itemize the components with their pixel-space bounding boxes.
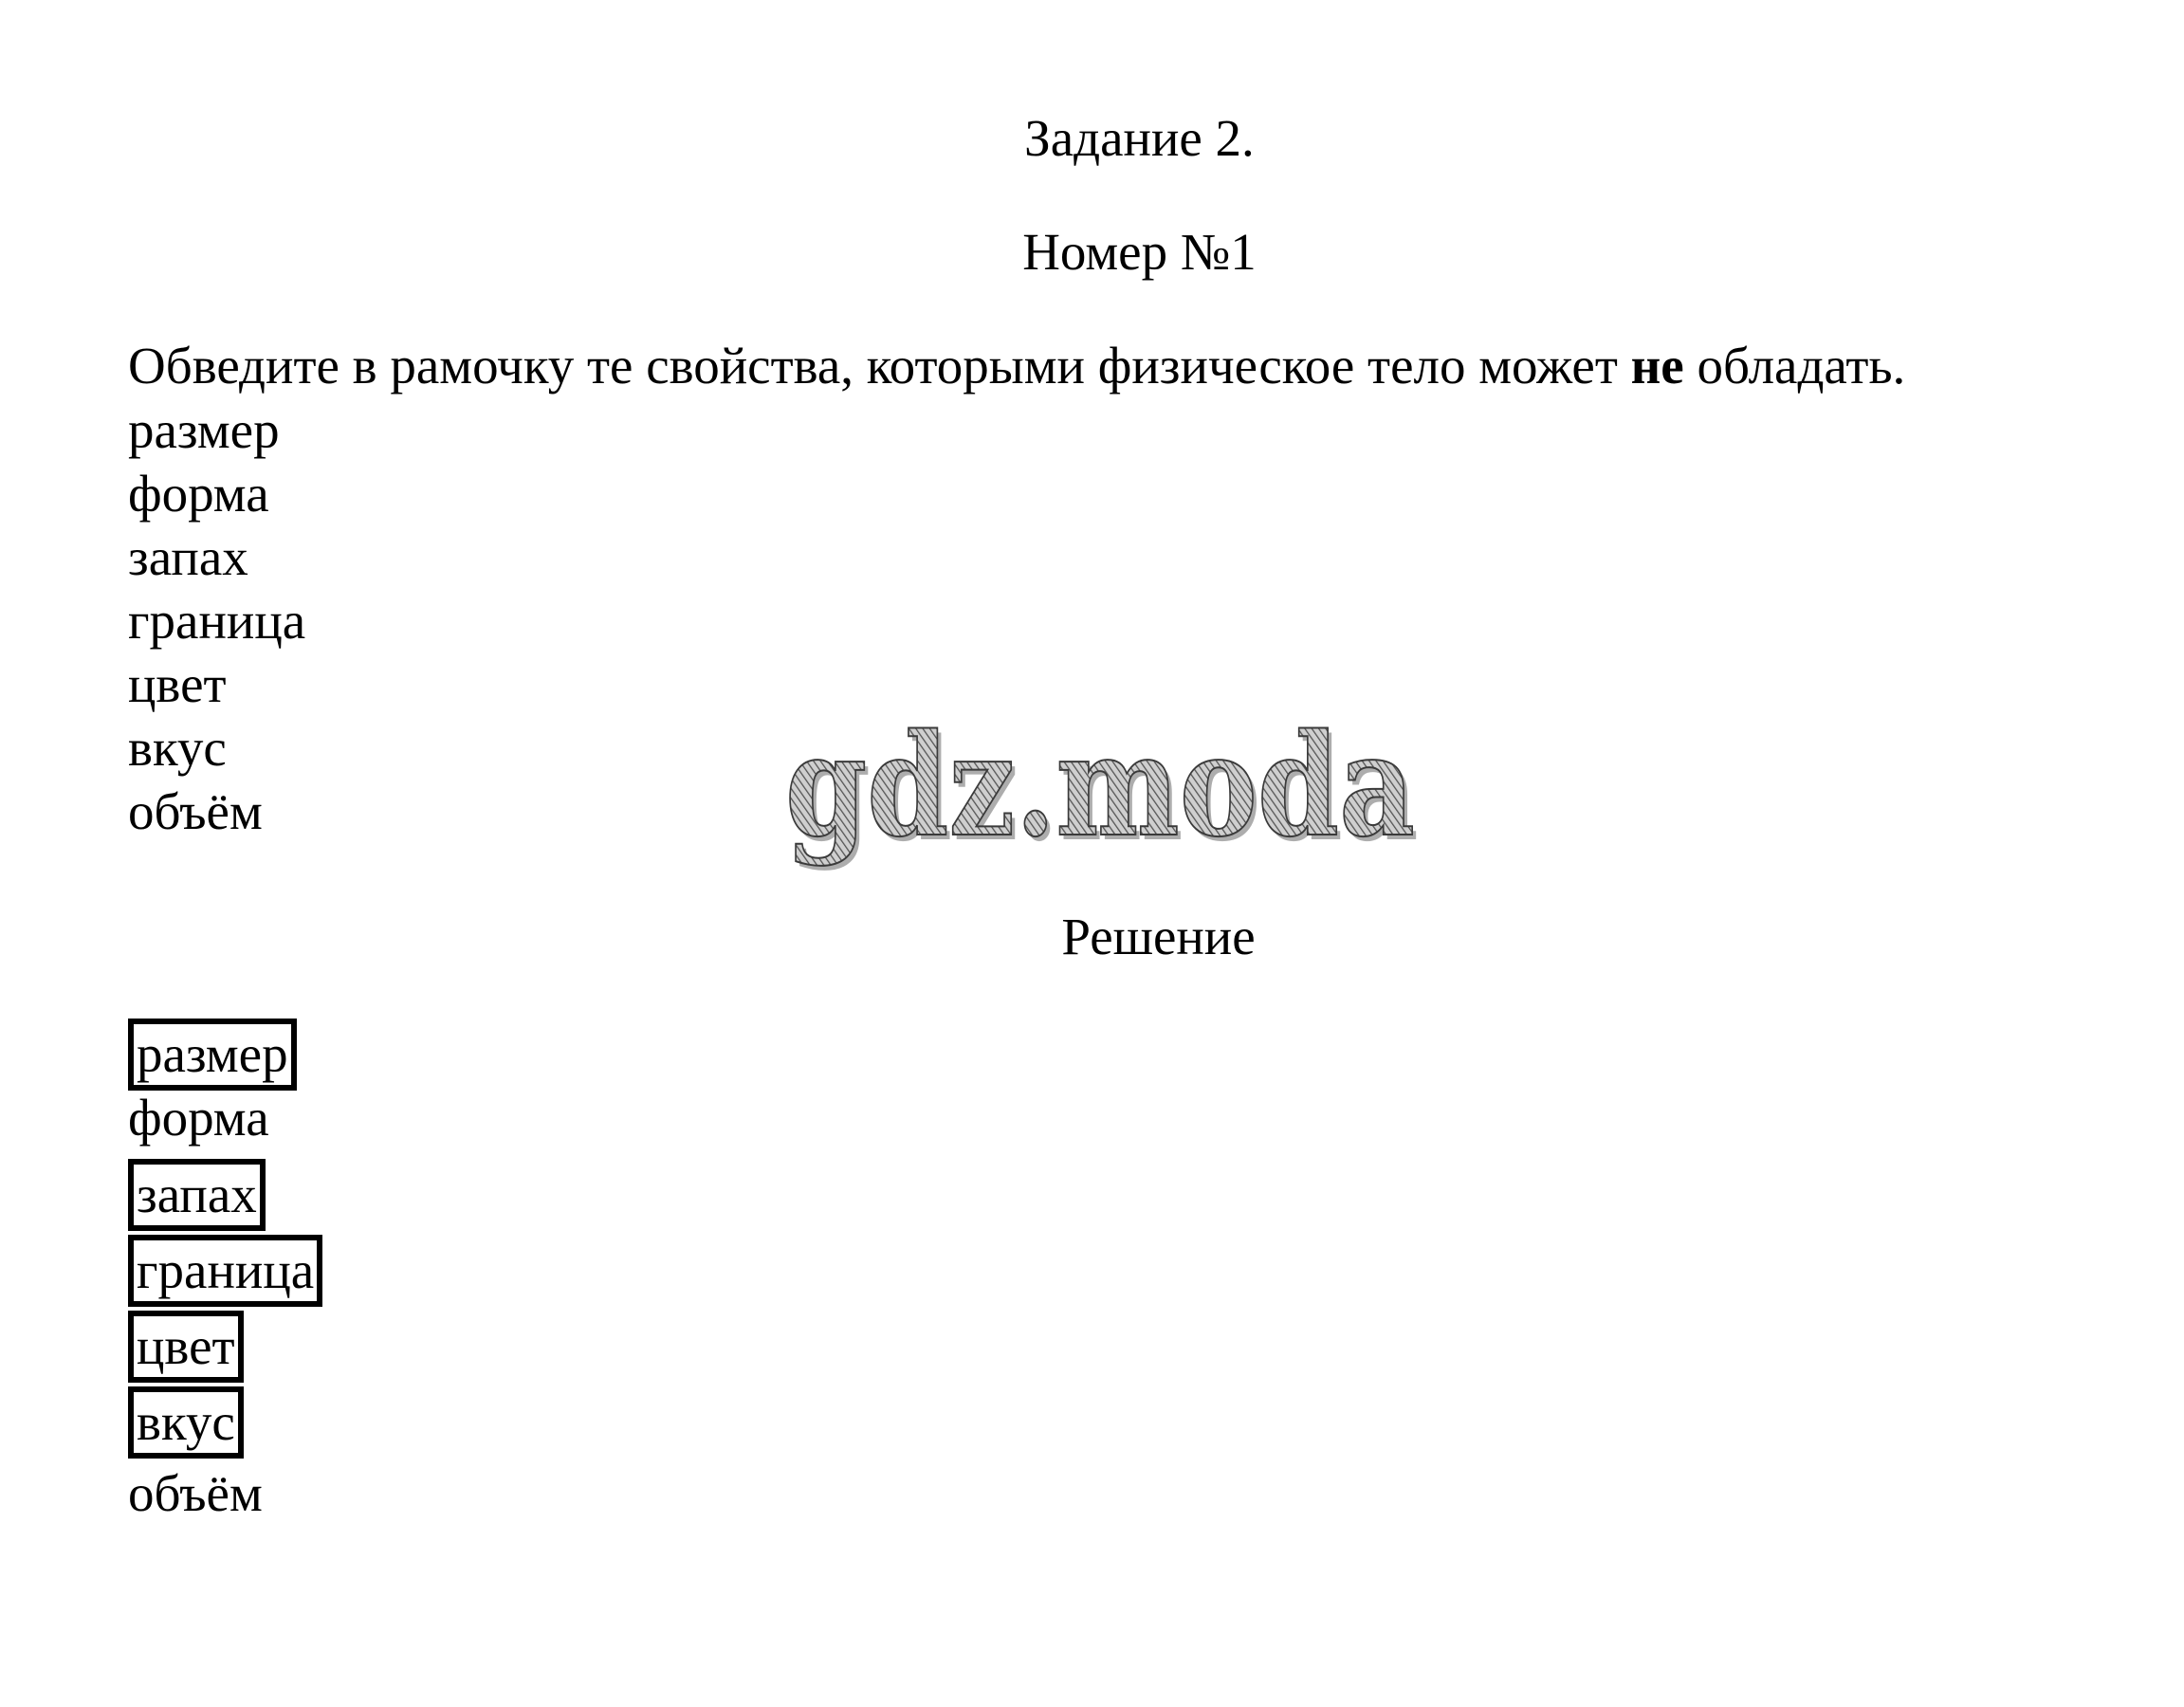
answer-property-label: форма <box>128 1089 269 1147</box>
answer-property <box>128 1460 271 1527</box>
answer-property-label: граница <box>128 1235 322 1307</box>
question-property: граница <box>128 592 306 650</box>
instruction-text <box>128 337 1906 395</box>
question-property: вкус <box>128 719 227 777</box>
answer-property-label: объём <box>128 1464 263 1522</box>
answer-property-boxed <box>128 1235 322 1307</box>
answer-property-boxed <box>128 1159 266 1231</box>
question-property: объём <box>128 782 263 840</box>
answer-property-label: вкус <box>128 1386 244 1459</box>
question-property: запах <box>128 528 248 586</box>
instruction-after: обладать. <box>1697 337 1906 395</box>
instruction-before: Обведите в рамочку те свойства, которыми физическое тело может <box>128 337 1618 395</box>
question-property: цвет <box>128 655 227 713</box>
answer-property-label: цвет <box>128 1311 244 1383</box>
question-property: размер <box>128 401 280 459</box>
task-number: Номер №1 <box>1022 223 1257 281</box>
answer-property-label: запах <box>128 1159 266 1231</box>
solution-heading: Решение <box>1061 908 1256 965</box>
watermark-text: gdz.moda <box>785 721 1415 868</box>
answer-property <box>128 1085 278 1151</box>
instruction-bold-word: не <box>1630 337 1684 395</box>
answer-property-boxed <box>128 1386 244 1459</box>
answer-property-boxed <box>128 1311 244 1383</box>
answer-property-label: размер <box>128 1019 297 1091</box>
watermark-logo <box>778 721 1422 891</box>
task-title: Задание 2. <box>1024 109 1255 167</box>
svg-text:gdz.moda: gdz.moda <box>789 721 1419 872</box>
answer-property-boxed <box>128 1019 297 1091</box>
question-property-list <box>128 398 305 843</box>
question-property: форма <box>128 465 269 523</box>
